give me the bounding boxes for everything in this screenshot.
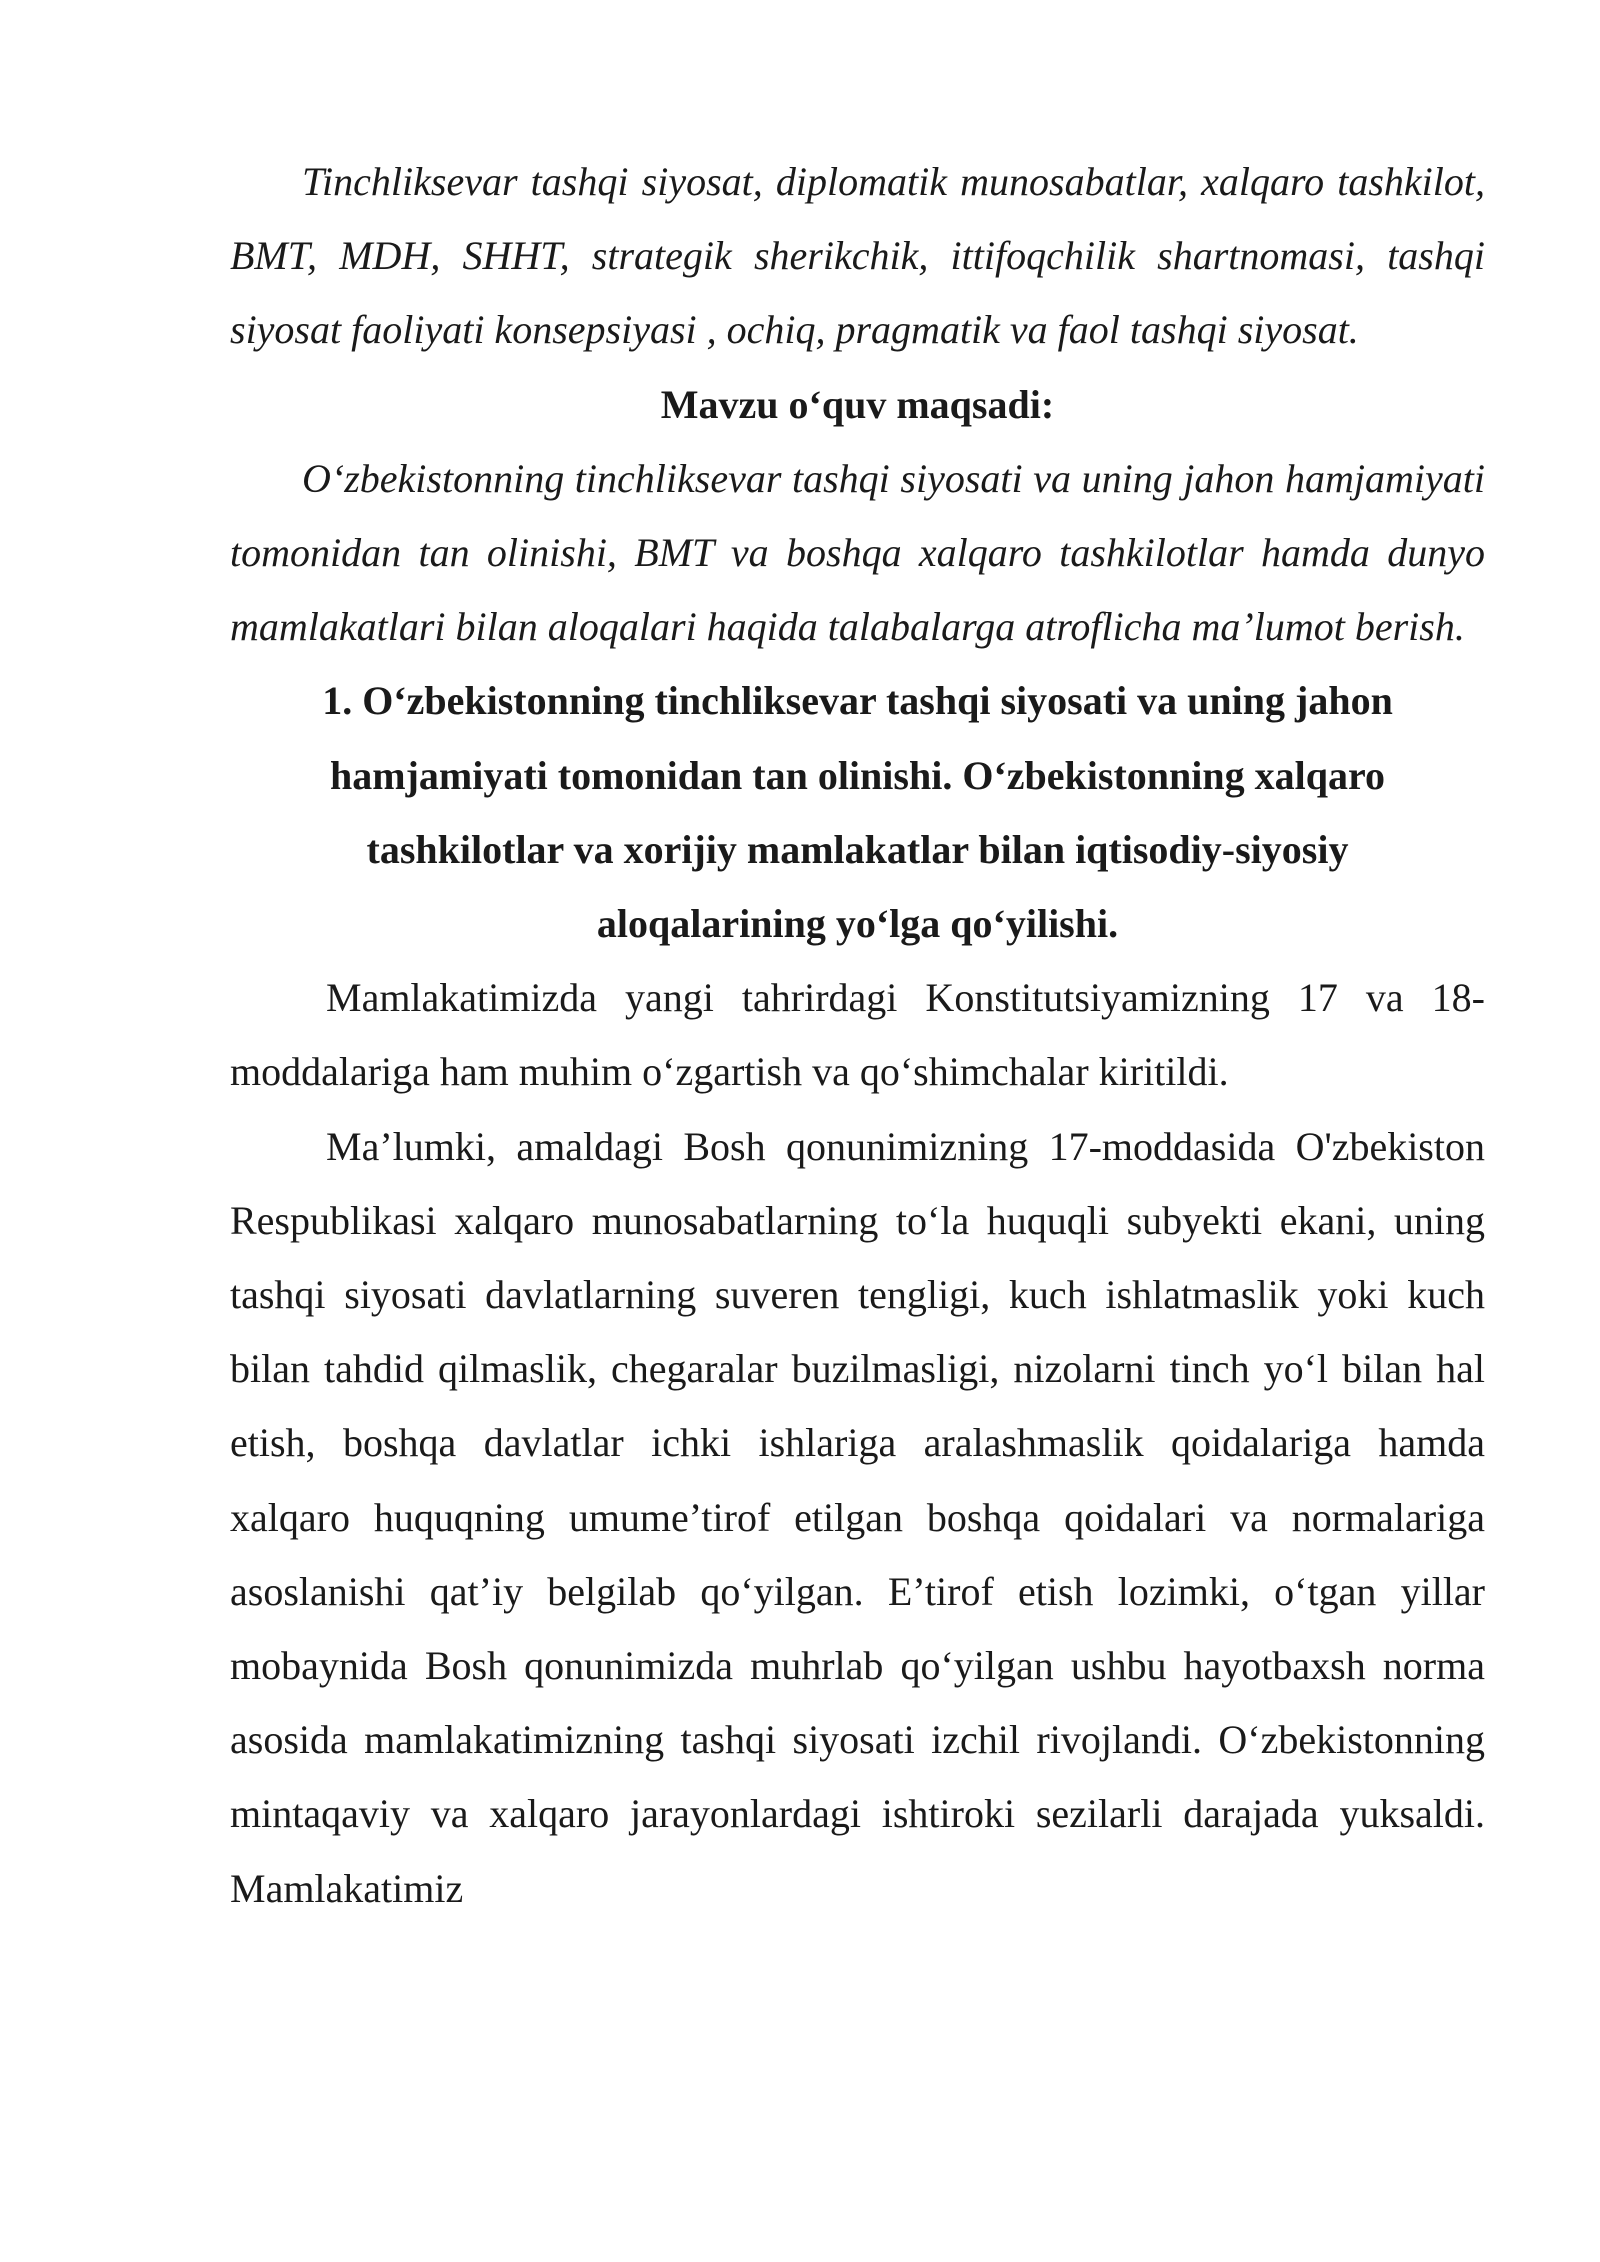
- goal-paragraph: O‘zbekistonning tinchliksevar tashqi siyosati va uning jahon hamjamiyati tomonidan tan olinishi, BMT va boshqa xalqaro tashkilotlar hamda dunyo mamlakatlari bilan aloqalari haqida talabalarga atroflicha ma’lumot berish.: [230, 455, 1485, 650]
- body-paragraph-2: Ma’lumki, amaldagi Bosh qonunimizning 17-moddasida O'zbekiston Respublikasi xalqaro munosabatlarning to‘la huquqli subyekti ekani, uning tashqi siyosati davlatlarning suveren tengligi, kuch ishlatmaslik yoki kuch bilan tahdid qilmaslik, chegaralar buzilmasligi, nizolarni tinch yo‘l bilan hal etish, boshqa davlatlar ichki ishlariga aralashmaslik qoidalariga hamda xalqaro huquqning umume’tirof etilgan boshqa qoidalari va normalariga asoslanishi qat’iy belgilab qo‘yilgan. E’tirof etish lozimki, o‘tgan yillar mobaynida Bosh qonunimizda muhrlab qo‘yilgan ushbu hayotbaxsh norma asosida mamlakatimizning tashqi siyosati izchil rivojlandi. O‘zbekistonning mintaqaviy va xalqaro jarayonlardagi ishtiroki sezilarli darajada yuksaldi. Mamlakatimiz: [230, 1123, 1485, 1911]
- section-heading: 1. O‘zbekistonning tinchliksevar tashqi siyosati va uning jahon hamjamiyati tomonidan tan olinishi. O‘zbekistonning xalqaro tashkilotlar va xorijiy mamlakatlar bilan iqtisodiy-siyosiy aloqalarining yo‘lga qo‘yilishi.: [322, 678, 1393, 947]
- document-page: [230, 145, 1485, 1926]
- body-paragraph-1: Mamlakatimizda yangi tahrirdagi Konstitutsiyamizning 17 va 18-moddalariga ham muhim o‘zgartish va qo‘shimchalar kiritildi.: [230, 975, 1485, 1095]
- keywords-paragraph: Tinchliksevar tashqi siyosat, diplomatik munosabatlar, xalqaro tashkilot, BMT, MDH, SHHT, strategik sherikchik, ittifoqchilik shartnomasi, tashqi siyosat faoliyati konsepsiyasi , ochiq, pragmatik va faol tashqi siyosat.: [230, 159, 1485, 353]
- goal-heading: Mavzu o‘quv maqsadi:: [660, 381, 1055, 427]
